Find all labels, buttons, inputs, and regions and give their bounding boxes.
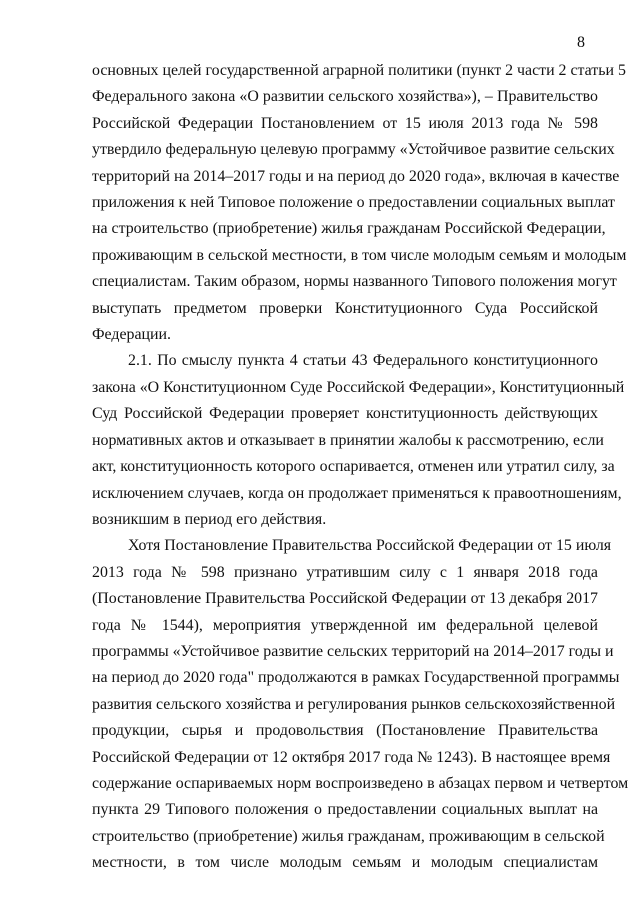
text-line: основных целей государственной аграрной политики (пункт 2 части 2 статьи 5 [92,62,626,79]
text-line: местности, в том числе молодым семьям и молодым специалистам [92,854,598,872]
text-line: на период до 2020 года" продолжаются в рамках Государственной программы [92,669,620,687]
text-line: акт, конституционность которого оспаривается, отменен или утратил силу, за [92,458,615,476]
text-line: территорий на 2014–2017 годы и на период до 2020 года», включая в качестве [92,167,620,185]
text-line: развития сельского хозяйства и регулирования рынков сельскохозяйственной [92,695,616,713]
text-line: программы «Устойчивое развитие сельских территорий на 2014–2017 годы и [92,642,614,660]
text-line: нормативных актов и отказывает в принятии жалобы к рассмотрению, если [92,431,604,449]
text-line: содержание оспариваемых норм воспроизведено в абзацах первом и четвертом [92,774,629,792]
text-line: Хотя Постановление Правительства Российской Федерации от 15 июля [128,537,612,555]
text-line: утвердило федеральную целевую программу «Устойчивое развитие сельских [92,141,615,159]
text-line: Федерального закона «О развитии сельского хозяйства»), – Правительство [92,88,598,106]
document-body [92,58,629,877]
text-line: Российской Федерации Постановлением от 15 июля 2013 года № 598 [92,114,598,132]
text-line: (Постановление Правительства Российской Федерации от 13 декабря 2017 [92,590,598,608]
paragraph-2 [92,348,625,533]
text-line: исключением случаев, когда он продолжает применяться к правоотношениям, [92,484,622,502]
text-line: проживающим в сельской местности, в том числе молодым семьям и молодым [92,246,627,264]
text-line: закона «О Конституционном Суде Российской Федерации», Конституционный [92,378,625,396]
text-line: приложения к ней Типовое положение о предоставлении социальных выплат [92,194,615,212]
text-line: Федерации. [92,326,172,344]
text-line: возникшим в период его действия. [92,510,327,528]
text-line: Российской Федерации от 12 октября 2017 года № 1243). В настоящее время [92,748,611,766]
text-line: года № 1544), мероприятия утвержденной им федеральной целевой [92,616,598,634]
text-line: Суд Российской Федерации проверяет конституционность действующих [92,405,598,423]
text-line: 2013 года № 598 признано утратившим силу с 1 января 2018 года [92,563,598,581]
text-line: специалистам. Таким образом, нормы названного Типового положения могут [92,273,617,291]
text-line: на строительство (приобретение) жилья гражданам Российской Федерации, [92,220,606,238]
text-line: строительство (приобретение) жилья гражданам, проживающим в сельской [92,827,605,845]
text-line: выступать предметом проверки Конституционного Суда Российской [92,299,598,317]
text-line: 2.1. По смыслу пункта 4 статьи 43 Федерального конституционного [128,352,598,370]
paragraph-3 [92,533,629,876]
text-line: продукции, сырья и продовольствия (Постановление Правительства [92,722,598,740]
page-number: 8 [577,34,585,51]
text-line: пункта 29 Типового положения о предоставлении социальных выплат на [92,801,598,819]
paragraph-1 [92,58,627,348]
